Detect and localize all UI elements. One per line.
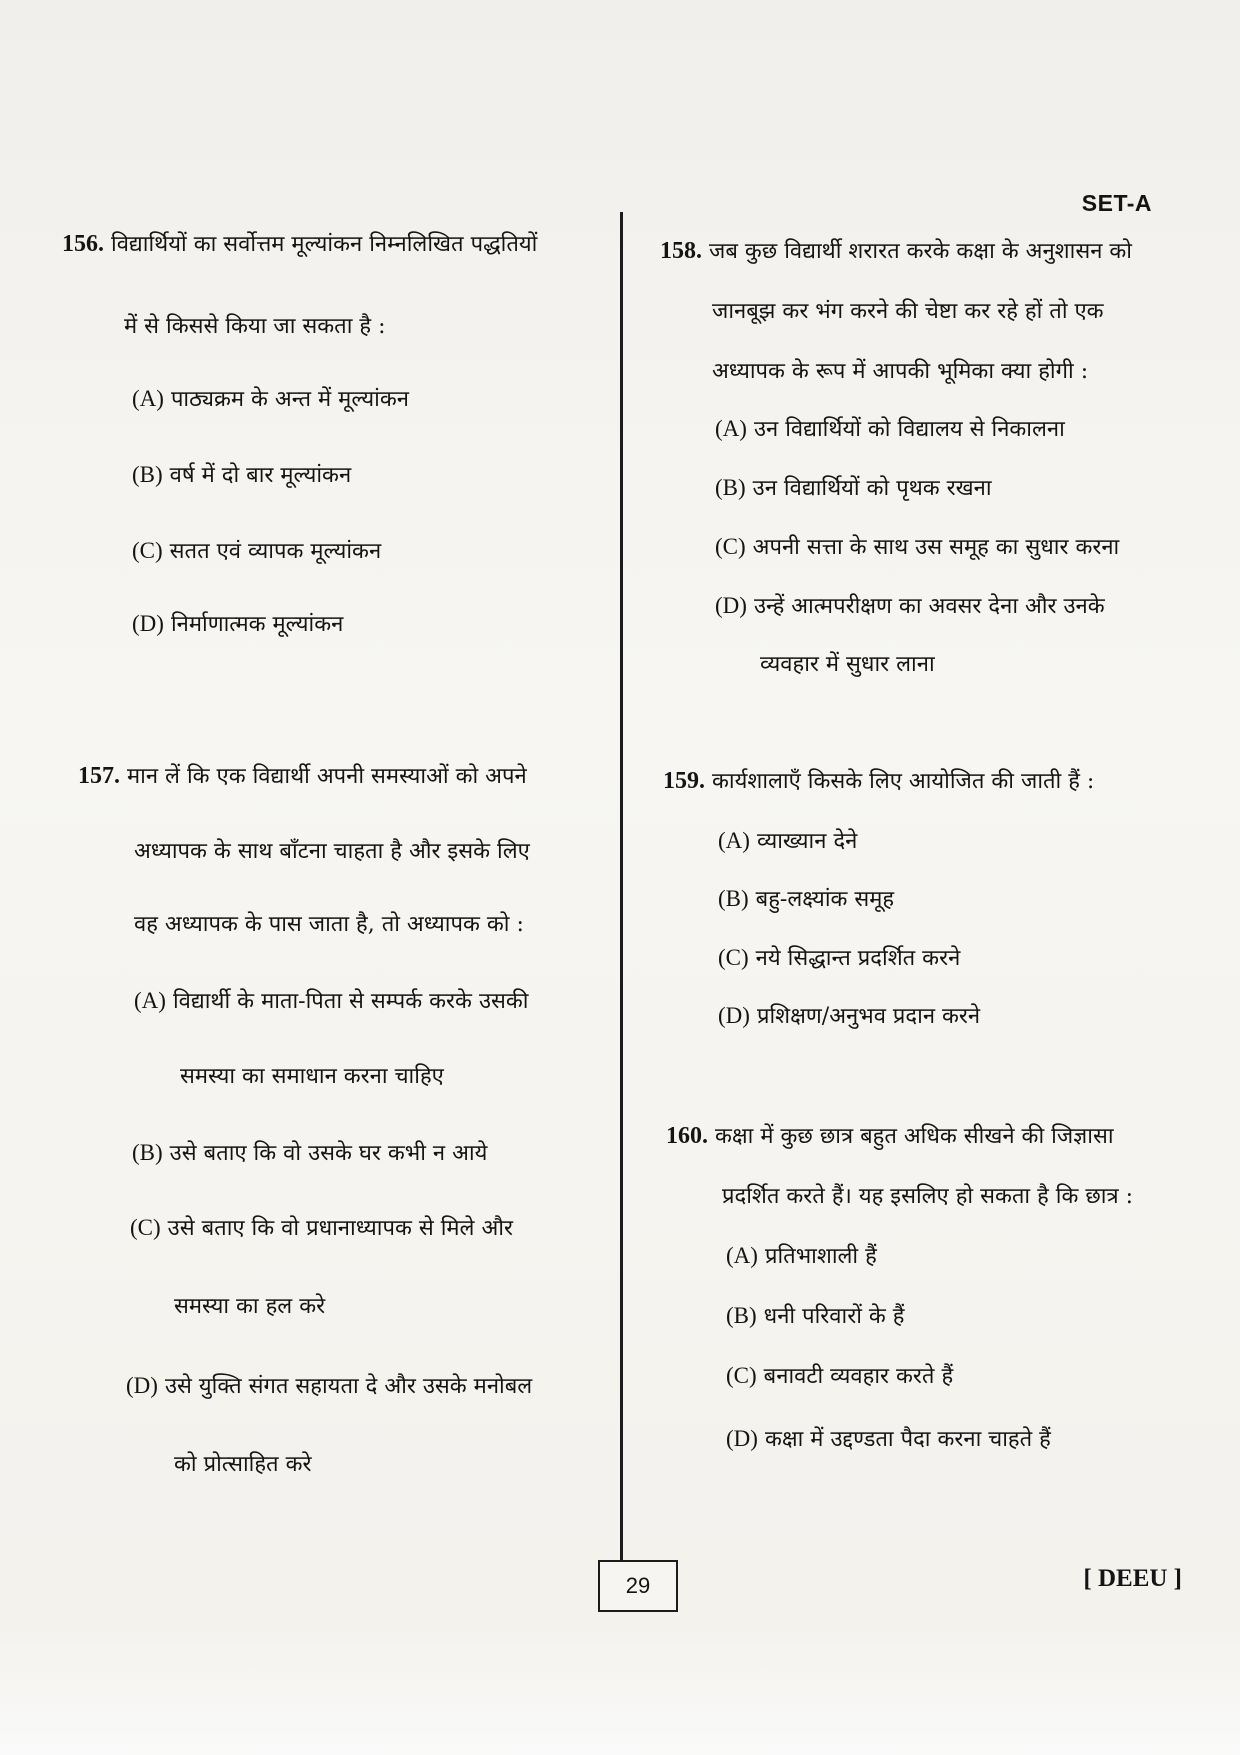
option-159-b bbox=[718, 883, 894, 913]
option-letter: (A) bbox=[726, 1243, 758, 1268]
option-158-b bbox=[715, 472, 992, 502]
option-letter: (A) bbox=[132, 386, 164, 411]
option-156-b bbox=[132, 459, 351, 489]
option-text: सतत एवं व्यापक मूल्यांकन bbox=[169, 539, 382, 564]
question-157-line-1 bbox=[78, 760, 527, 790]
option-letter: (A) bbox=[718, 828, 750, 853]
question-157-line-2: अध्यापक के साथ बाँटना चाहता है और इसके लिए bbox=[134, 839, 530, 864]
option-letter: (A) bbox=[715, 416, 747, 441]
question-text: जब कुछ विद्यार्थी शरारत करके कक्षा के अनुशासन को bbox=[709, 239, 1132, 264]
option-letter: (B) bbox=[726, 1303, 757, 1328]
question-number: 159. bbox=[663, 768, 705, 794]
option-158-a bbox=[715, 413, 1065, 443]
question-159-line-1 bbox=[663, 765, 1094, 795]
option-letter: (C) bbox=[132, 538, 163, 563]
question-160-line-1 bbox=[666, 1120, 1114, 1150]
option-text: अपनी सत्ता के साथ उस समूह का सुधार करना bbox=[752, 535, 1120, 560]
column-divider bbox=[620, 212, 623, 1572]
booklet-code: [ DEEU ] bbox=[1083, 1565, 1182, 1592]
question-text: कार्यशालाएँ किसके लिए आयोजित की जाती हैं : bbox=[712, 769, 1095, 794]
option-text: उन विद्यार्थियों को विद्यालय से निकालना bbox=[753, 417, 1065, 442]
option-letter: (D) bbox=[126, 1373, 158, 1398]
option-letter: (B) bbox=[718, 886, 749, 911]
option-text: पाठ्यक्रम के अन्त में मूल्यांकन bbox=[170, 387, 409, 412]
option-158-d bbox=[715, 590, 1105, 620]
question-158-line-2: जानबूझ कर भंग करने की चेष्टा कर रहे हों तो एक bbox=[712, 299, 1104, 324]
option-letter: (D) bbox=[726, 1426, 758, 1451]
option-letter: (B) bbox=[132, 462, 163, 487]
question-156-line-1 bbox=[62, 228, 537, 258]
option-159-a bbox=[718, 825, 857, 855]
option-159-c bbox=[718, 942, 960, 972]
question-text: विद्यार्थियों का सर्वोत्तम मूल्यांकन निम्नलिखित पद्धतियों bbox=[111, 232, 538, 257]
option-158-d-cont: व्यवहार में सुधार लाना bbox=[760, 652, 935, 677]
option-text: उसे बताए कि वो उसके घर कभी न आये bbox=[169, 1141, 488, 1166]
question-158-line-1 bbox=[660, 235, 1132, 265]
option-text: कक्षा में उद्दण्डता पैदा करना चाहते हैं bbox=[764, 1427, 1051, 1452]
option-text: उन्हें आत्मपरीक्षण का अवसर देना और उनके bbox=[753, 594, 1105, 619]
option-157-b bbox=[132, 1137, 487, 1167]
option-letter: (D) bbox=[132, 611, 164, 636]
option-letter: (D) bbox=[715, 593, 747, 618]
option-letter: (C) bbox=[715, 534, 746, 559]
option-text: बनावटी व्यवहार करते हैं bbox=[763, 1364, 954, 1389]
option-157-c-cont: समस्या का हल करे bbox=[174, 1294, 326, 1319]
question-157-line-3: वह अध्यापक के पास जाता है, तो अध्यापक को : bbox=[134, 912, 524, 937]
question-text: मान लें कि एक विद्यार्थी अपनी समस्याओं को अपने bbox=[127, 764, 527, 789]
question-number: 160. bbox=[666, 1123, 708, 1149]
option-156-d bbox=[132, 608, 343, 638]
question-number: 156. bbox=[62, 231, 104, 257]
set-label: SET-A bbox=[1081, 190, 1152, 216]
option-letter: (C) bbox=[718, 945, 749, 970]
option-text: उसे बताए कि वो प्रधानाध्यापक से मिले और bbox=[167, 1216, 513, 1241]
option-text: प्रतिभाशाली हैं bbox=[764, 1244, 877, 1269]
option-160-b bbox=[726, 1300, 905, 1330]
option-text: बहु-लक्ष्यांक समूह bbox=[755, 887, 895, 912]
option-letter: (B) bbox=[715, 475, 746, 500]
question-number: 157. bbox=[78, 763, 120, 789]
option-text: प्रशिक्षण/अनुभव प्रदान करने bbox=[756, 1004, 981, 1029]
question-156-line-2: में से किससे किया जा सकता है : bbox=[124, 314, 386, 339]
option-text: वर्ष में दो बार मूल्यांकन bbox=[169, 463, 352, 488]
option-letter: (C) bbox=[726, 1363, 757, 1388]
option-text: विद्यार्थी के माता-पिता से सम्पर्क करके उसकी bbox=[172, 989, 529, 1014]
option-text: निर्माणात्मक मूल्यांकन bbox=[170, 612, 344, 637]
option-158-c bbox=[715, 531, 1119, 561]
option-157-a bbox=[134, 985, 528, 1015]
option-letter: (C) bbox=[130, 1215, 161, 1240]
option-160-c bbox=[726, 1360, 953, 1390]
option-text: व्याख्यान देने bbox=[756, 829, 858, 854]
option-letter: (A) bbox=[134, 988, 166, 1013]
option-160-a bbox=[726, 1240, 877, 1270]
option-156-c bbox=[132, 535, 381, 565]
option-160-d bbox=[726, 1423, 1051, 1453]
question-text: कक्षा में कुछ छात्र बहुत अधिक सीखने की जिज्ञासा bbox=[715, 1124, 1114, 1149]
option-letter: (B) bbox=[132, 1140, 163, 1165]
option-157-a-cont: समस्या का समाधान करना चाहिए bbox=[180, 1064, 444, 1089]
option-157-d bbox=[126, 1370, 532, 1400]
question-160-line-2: प्रदर्शित करते हैं। यह इसलिए हो सकता है कि छात्र : bbox=[722, 1184, 1134, 1209]
option-text: उन विद्यार्थियों को पृथक रखना bbox=[752, 476, 992, 501]
option-156-a bbox=[132, 383, 409, 413]
option-157-d-cont: को प्रोत्साहित करे bbox=[174, 1452, 312, 1477]
page-number: 29 bbox=[598, 1560, 678, 1612]
option-text: नये सिद्धान्त प्रदर्शित करने bbox=[755, 946, 961, 971]
option-157-c bbox=[130, 1212, 513, 1242]
option-letter: (D) bbox=[718, 1003, 750, 1028]
option-text: धनी परिवारों के हैं bbox=[763, 1304, 905, 1329]
question-number: 158. bbox=[660, 238, 702, 264]
option-159-d bbox=[718, 1000, 980, 1030]
bottom-fade bbox=[0, 1615, 1240, 1755]
question-158-line-3: अध्यापक के रूप में आपकी भूमिका क्या होगी : bbox=[712, 359, 1089, 384]
option-text: उसे युक्ति संगत सहायता दे और उसके मनोबल bbox=[164, 1374, 533, 1399]
